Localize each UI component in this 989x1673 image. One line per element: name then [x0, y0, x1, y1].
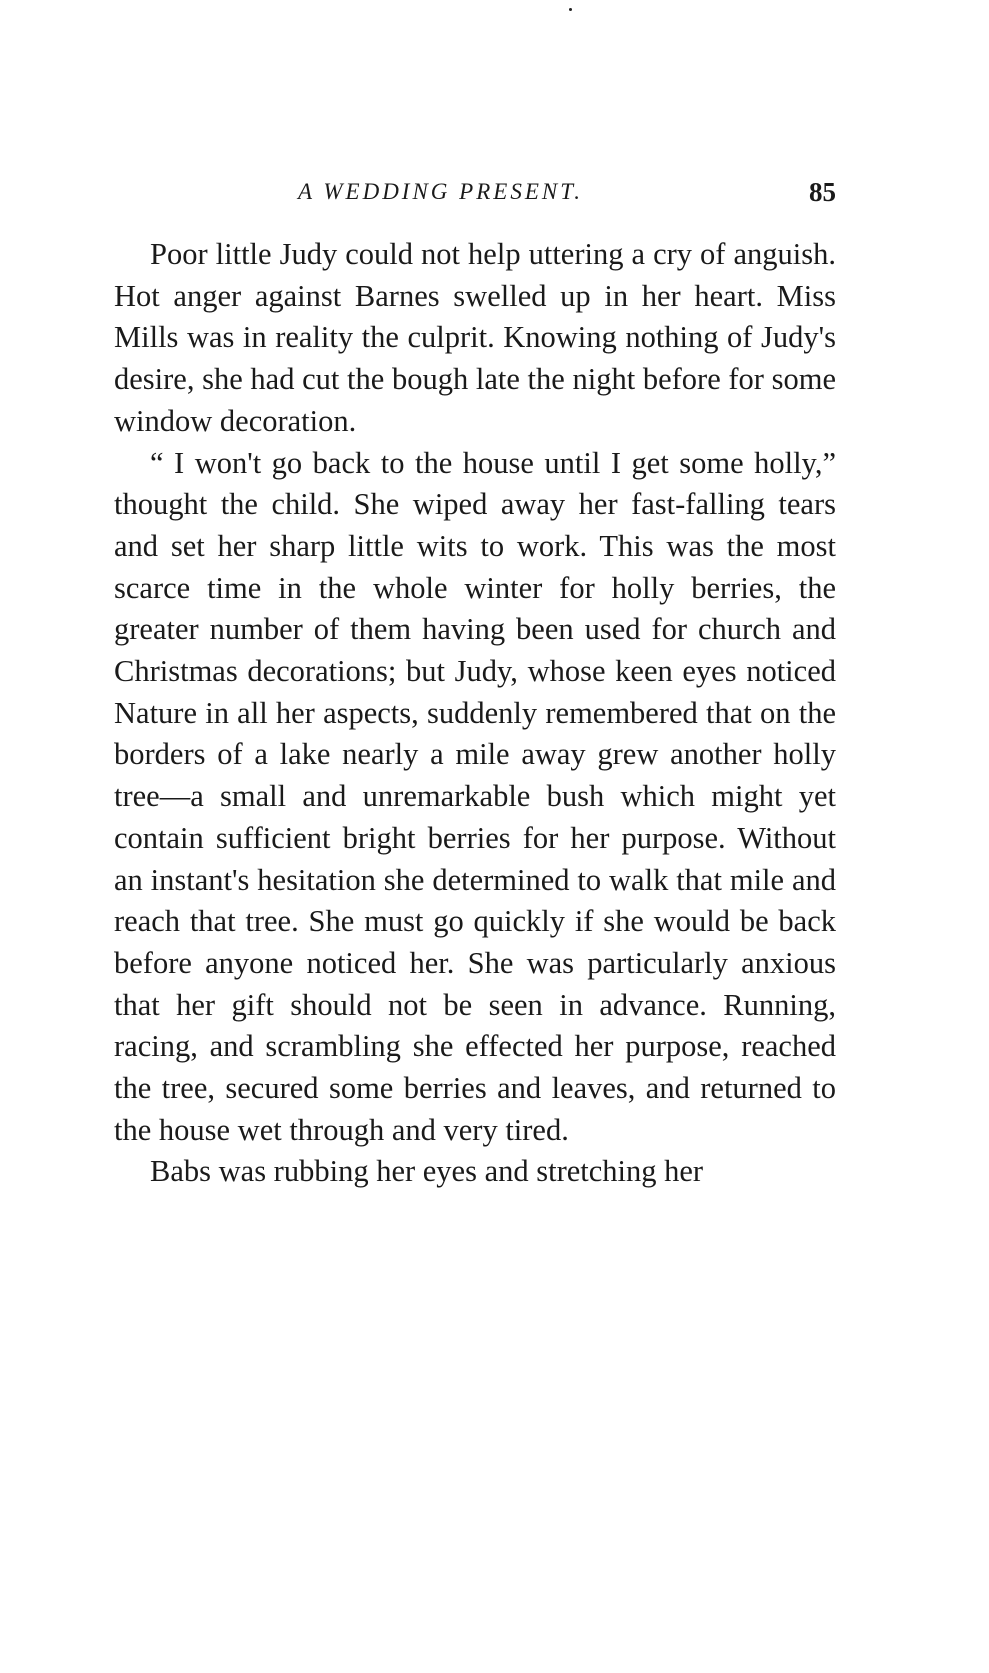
- page-number: 85: [809, 177, 836, 207]
- running-title: A WEDDING PRESENT.: [298, 179, 584, 204]
- ink-speck: [569, 8, 572, 11]
- paragraph: Babs was rubbing her eyes and stretching her: [150, 1154, 704, 1189]
- page-header: [114, 172, 836, 212]
- paragraph: Poor little Judy could not help uttering a cry of anguish. Hot anger against Barnes swelled up in her heart. Miss Mills was in reality the culprit. Knowing nothing of Judy's desire, she had cut the bough late the night before for some window decoration.: [114, 237, 836, 438]
- body-text: [114, 234, 836, 1193]
- paragraph: “ I won't go back to the house until I get some holly,” thought the child. She wiped away her fast-falling tears and set her sharp little wits to work. This was the most scarce time in the whole winter for holly berries, the greater number of them having been used for church and Christmas decorations; but Judy, whose keen eyes noticed Nature in all her aspects, suddenly remembered that on the borders of a lake nearly a mile away grew another holly tree—a small and unremarkable bush which might yet contain sufficient bright berries for her purpose. Without an instant's hesitation she determined to walk that mile and reach that tree. She must go quickly if she would be back before anyone noticed her. She was particularly anxious that her gift should not be seen in advance. Running, racing, and scrambling she effected her purpose, reached the tree, secured some berries and leaves, and returned to the house wet through and very tired.: [114, 445, 836, 1147]
